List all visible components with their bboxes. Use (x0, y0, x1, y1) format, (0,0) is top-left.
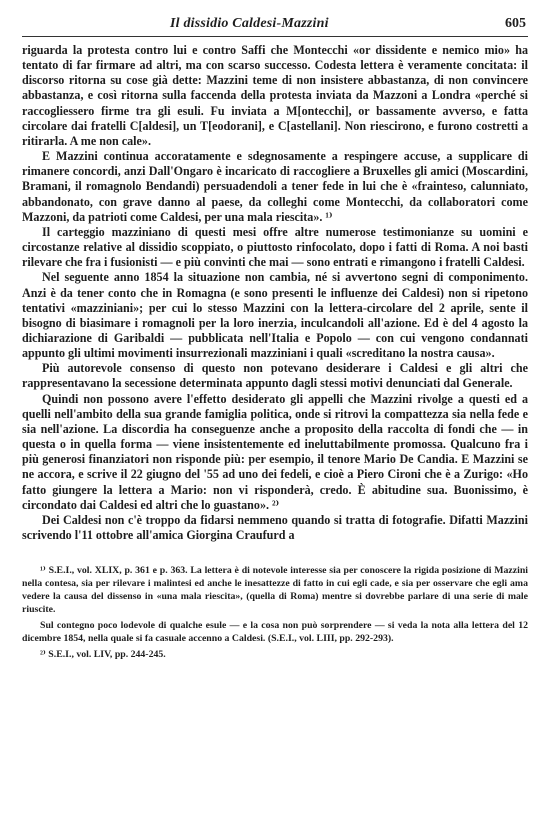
paragraph: Nel seguente anno 1854 la situazione non cambia, né si avvertono segni di componimento. Anzi è da tener conto che in Romagna (e sono presenti le influenze dei Caldesi) non si ripetono tentativi «mazziniani»; per cui lo stesso Mazzini con la lettera-circolare del 2 aprile, sente il bisogno di biasimare i romagnoli per la loro inerzia, inculcandoli all'azione. Ed è del 4 agosto la dichiarazione di Garibaldi — pubblicata nell'Italia e Popolo — con cui vengono condannati appunto gli ultimi movimenti insurrezionali mazziniani i quali «screditano la nostra causa». (22, 270, 528, 361)
footnotes (22, 565, 528, 661)
paragraph: riguarda la protesta contro lui e contro Saffi che Montecchi «or dissidente e nemico mio» ha tentato di far firmare ad altri, ma con scarso successo. Codesta lettera è veramente concitata: il discorso ritorna su cose già dette: Mazzini teme di non insistere abbastanza, di non convincere abbastanza, e così ritorna sulla faccenda della protesta inviata da Mazzoni a Londra «perché si raccogliessero firme tra gli esuli. Fu inviata a M[ontecchi], or bassamente avverso, e fatta circolare dai fratelli C[aldesi], un T[eodorani], e C[astellani]. Non riescirono, e furono costretti a ritirarla. A me non cale». (22, 43, 528, 148)
footnote: ¹⁾ S.E.I., vol. XLIX, p. 361 e p. 363. La lettera è di notevole interesse sia per conoscere la rigida posizione di Mazzini nella contesa, sia per rilevare i malintesi ed anche le inesattezze di fatto in cui egli cade, e sia per osservare che egli ama vedere la causa del dissenso in «una mala riescita», (quella di Roma) mentre si dovrebbe parlare di una serie di male riuscite. (22, 565, 528, 615)
paragraph: Quindi non possono avere l'effetto desiderato gli appelli che Mazzini rivolge a questi ed a quelli nell'ambito della sua grande famiglia politica, onde si ritrovi la compattezza sia nella fede e sia nell'azione. La discordia ha conseguenze anche a proposito della raccolta di fondi che — in questa o in quella forma — viene insistentemente ed ineluttabilmente promossa. Qualcuno fra i più generosi finanziatori non risponde più: per esempio, il tenore Mario De Candia. E Mazzini se ne accora, e scrive il 22 giugno del '55 ad uno dei fedeli, e cioè a Piero Cironi che è a Zurigo: «Ho fatto giungere la lettera a Mario: non vi risponderà, credo. È abitudine sua. Buonissimo, è circondato dai Caldesi ed altri che lo guastano». ²⁾ (22, 391, 528, 512)
main-text (22, 43, 528, 543)
paragraph: Più autorevole consenso di questo non potevano desiderare i Caldesi e gli altri che rappresentavano la secessione determinata appunto dagli stessi motivi denunciati dal Generale. (22, 361, 528, 391)
running-title: Il dissidio Caldesi-Mazzini (170, 16, 329, 31)
running-head (22, 14, 528, 37)
footnote: ²⁾ S.E.I., vol. LIV, pp. 244-245. (40, 648, 166, 660)
paragraph: E Mazzini continua accoratamente e sdegnosamente a respingere accuse, a supplicare di rimanere concordi, anzi Dall'Ongaro è incaricato di raccogliere a Bruxelles gli amici (Moscardini, Bramani, il romagnolo Bendandi) persuadendoli a tener fede in lui che è «frainteso, calunniato, abbandonato, con grave danno al paese, da colleghi come Montecchi, da collaboratori come Mazzoni, da patrioti come Caldesi, per una mala riescita». ¹⁾ (22, 149, 528, 224)
footnote: Sul contegno poco lodevole di qualche esule — e la cosa non può sorprendere — si veda la nota alla lettera del 12 dicembre 1854, nella quale si fa casuale accenno a Caldesi. (S.E.I., vol. LIII, pp. 292-293). (22, 619, 528, 644)
page-number: 605 (505, 16, 526, 31)
book-page (22, 14, 528, 662)
paragraph: Dei Caldesi non c'è troppo da fidarsi nemmeno quando si tratta di fotografie. Difatti Mazzini scrivendo l'11 ottobre all'amica Giorgina Craufurd a (22, 512, 528, 542)
paragraph: Il carteggio mazziniano di questi mesi offre altre numerose testimonianze su uomini e circostanze relative al dissidio scoppiato, o piuttosto rinfocolato, dopo i fatti di Roma. A noi basti rilevare che fra i fusionisti — e più convinti che mai — sono entrati e rimangono i fratelli Caldesi. (22, 224, 528, 270)
